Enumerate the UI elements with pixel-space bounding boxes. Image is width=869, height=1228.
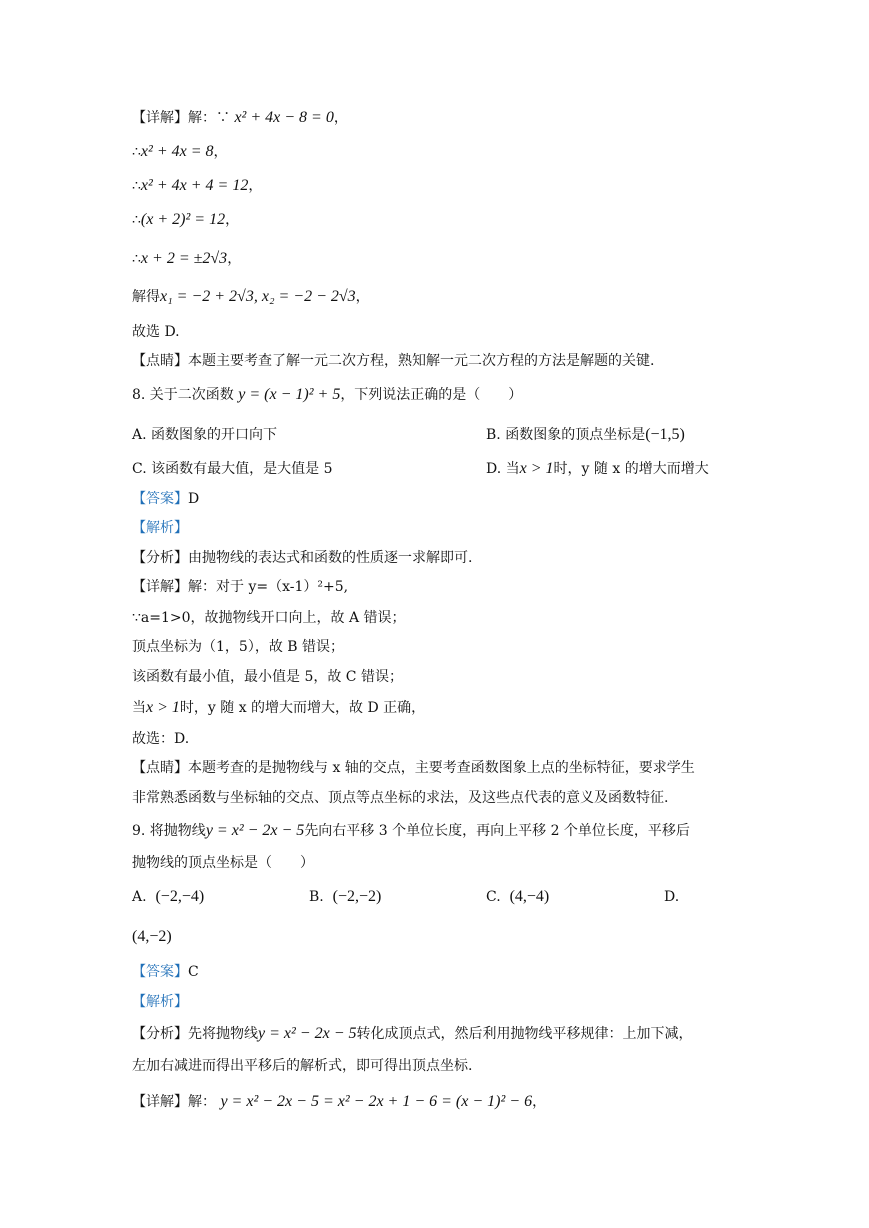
q9-option-d: (4,−2) (132, 928, 172, 945)
q7-detail-line: 【详解】解：∵ x² + 4x − 8 = 0， (132, 109, 348, 126)
q8-detail-1: 【详解】解：对于 y=（x-1）²+5, (132, 579, 349, 595)
q8-option-a: A. 函数图象的开口向下 (132, 427, 278, 443)
q9-analysis-label: 【解析】 (132, 994, 188, 1010)
equation: x² + 4x + 4 = 12 (140, 177, 249, 194)
q7-step-4: ∴(x + 2)² = 12， (132, 211, 240, 228)
q8-detail-4: 该函数有最小值，最小值是 5，故 C 错误； (132, 669, 403, 685)
q9-option-b: B. (−2,−2) (309, 888, 382, 905)
q7-step-3: ∴x² + 4x + 4 = 12， (132, 177, 263, 194)
q7-comment: 【点睛】本题主要考查了解一元二次方程，熟知解一元二次方程的方法是解题的关键. (132, 353, 655, 369)
q7-roots: 解得x₁ = −2 + 2√3, x₂ = −2 − 2√3， (132, 288, 370, 305)
q8-option-c: C. 该函数有最大值，是大值是 5 (132, 461, 333, 477)
equation: x₁ = −2 + 2√3, x₂ = −2 − 2√3 (160, 288, 356, 305)
equation: y = (x − 1)² + 5 (238, 386, 341, 403)
q8-analysis-label: 【解析】 (132, 520, 188, 536)
q8-detail-3: 顶点坐标为（1，5），故 B 错误； (132, 639, 345, 655)
q8-detail-2: ∵a=1>0，故抛物线开口向上，故 A 错误； (132, 610, 406, 626)
q8-detail-5: 当x > 1时，y 随 x 的增大而增大，故 D 正确， (132, 699, 426, 716)
q7-conclusion: 故选 D. (132, 324, 180, 340)
equation: x² + 4x = 8 (140, 143, 214, 160)
q8-analysis: 【分析】由抛物线的表达式和函数的性质逐一求解即可. (132, 550, 473, 566)
equation: y = x² − 2x − 5 = x² − 2x + 1 − 6 = (x − 1)² − 6 (220, 1093, 533, 1110)
detail-label: 【详解】 (132, 110, 188, 126)
equation: x² + 4x − 8 = 0 (234, 109, 334, 126)
q9-stem-2: 抛物线的顶点坐标是（ ） (132, 855, 314, 871)
q8-detail-6: 故选：D. (132, 731, 190, 747)
equation: y = x² − 2x − 5 (205, 822, 305, 839)
q9-analysis-2: 左加右减进而得出平移后的解析式，即可得出顶点坐标. (132, 1058, 473, 1074)
equation: x + 2 = ±2√3 (140, 250, 228, 267)
q9-analysis-1: 【分析】先将抛物线y = x² − 2x − 5转化成顶点式，然后利用抛物线平移规律：上加下减， (132, 1025, 693, 1042)
q8-option-d: D. 当x > 1时，y 随 x 的增大而增大 (486, 460, 709, 477)
q9-option-c: C. (4,−4) (486, 888, 550, 905)
equation: (x + 2)² = 12 (140, 211, 226, 228)
q9-stem: 9. 将抛物线y = x² − 2x − 5先向右平移 3 个单位长度，再向上平移 2 个单位长度，平移后 (132, 822, 690, 839)
q7-step-2: ∴x² + 4x = 8， (132, 143, 228, 160)
q8-stem: 8. 关于二次函数 y = (x − 1)² + 5，下列说法正确的是（ ） (132, 386, 523, 403)
q9-option-d-label: D. (664, 889, 680, 905)
q8-option-b: B. 函数图象的顶点坐标是(−1,5) (486, 426, 685, 443)
q9-option-a: A. (−2,−4) (132, 888, 205, 905)
q9-answer: 【答案】C (132, 964, 199, 980)
q8-comment-1: 【点睛】本题考查的是抛物线与 x 轴的交点，主要考查函数图象上点的坐标特征，要求学生 (132, 760, 695, 776)
q8-comment-2: 非常熟悉函数与坐标轴的交点、顶点等点坐标的求法，及这些点代表的意义及函数特征. (132, 790, 669, 806)
q9-detail: 【详解】解： y = x² − 2x − 5 = x² − 2x + 1 − 6 = (x − 1)² − 6， (132, 1093, 547, 1110)
q7-step-5: ∴x + 2 = ±2√3， (132, 250, 242, 267)
q8-answer: 【答案】D (132, 491, 200, 507)
